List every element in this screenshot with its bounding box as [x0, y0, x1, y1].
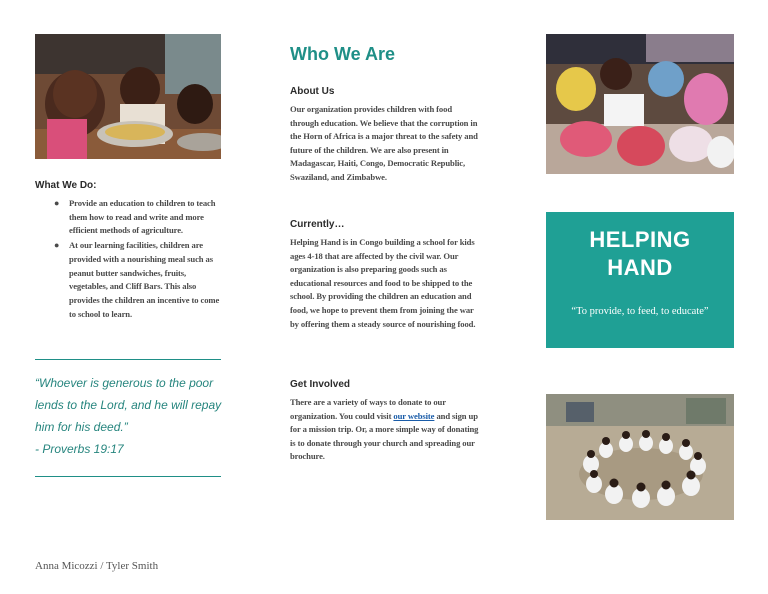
brand-title: HELPING HAND: [589, 227, 691, 280]
quote-text: “Whoever is generous to the poor lends to the Lord, and he will repay him for his deed.”: [35, 376, 222, 434]
author-names: Anna Micozzi / Tyler Smith: [35, 560, 159, 572]
page-title: Who We Are: [290, 44, 396, 64]
divider-bottom: [35, 476, 221, 477]
helping-hand-banner: [546, 212, 734, 348]
divider-top: [35, 359, 221, 360]
what-we-do-list: [35, 197, 223, 321]
get-involved-heading: Get Involved: [290, 379, 351, 390]
currently-text: Helping Hand is in Congo building a school for kids ages 4-18 that are affected by the civil war. Our organization is also preparing goods such as educational resources and food to be shipped to the school. By providing the children an education and food, we hope to prevent them from joining the war by offering them a steady source of nourishing food.: [290, 237, 476, 329]
website-link[interactable]: our website: [393, 410, 435, 421]
what-we-do-item-meals: At our learning facilities, children are provided with a nourishing meal such as peanut butter sandwiches, fruits, vegetables, and Cliff Bars. This also provides the children an incentive to come to school to learn.: [69, 240, 220, 319]
bullet-icon: ●: [54, 198, 60, 208]
bible-quote: [35, 372, 225, 460]
brand-tagline: “To provide, to feed, to educate”: [571, 306, 709, 317]
get-involved-text-end: and sign up for a mission trip. Or, a more simple way of donating is to donate through your church and spreading our brochure.: [290, 410, 479, 462]
what-we-do-item-education: Provide an education to children to teach them how to read and write and more efficient methods of agriculture.: [69, 198, 216, 236]
get-involved-text: [290, 396, 482, 464]
bullet-icon: ●: [54, 240, 60, 251]
about-us-heading: About Us: [290, 86, 335, 97]
about-us-text: Our organization provides children with food through education. We believe that the corruption in the Horn of Africa is a major threat to the safety and future of the children. We are also present in Madagascar, Haiti, Congo, Democratic Republic, Swaziland, and Zimbabwe.: [290, 104, 478, 182]
list-item: [54, 239, 223, 321]
list-item: [54, 197, 223, 238]
what-we-do-heading: What We Do:: [35, 180, 97, 191]
children-reading-photo: [546, 34, 734, 174]
quote-source: - Proverbs 19:17: [35, 442, 124, 456]
currently-heading: Currently…: [290, 219, 345, 230]
children-eating-photo: [35, 34, 221, 159]
get-involved-text-start: There are a variety of ways to donate to our organization. You could visit: [290, 397, 446, 421]
children-circle-photo: [546, 394, 734, 520]
